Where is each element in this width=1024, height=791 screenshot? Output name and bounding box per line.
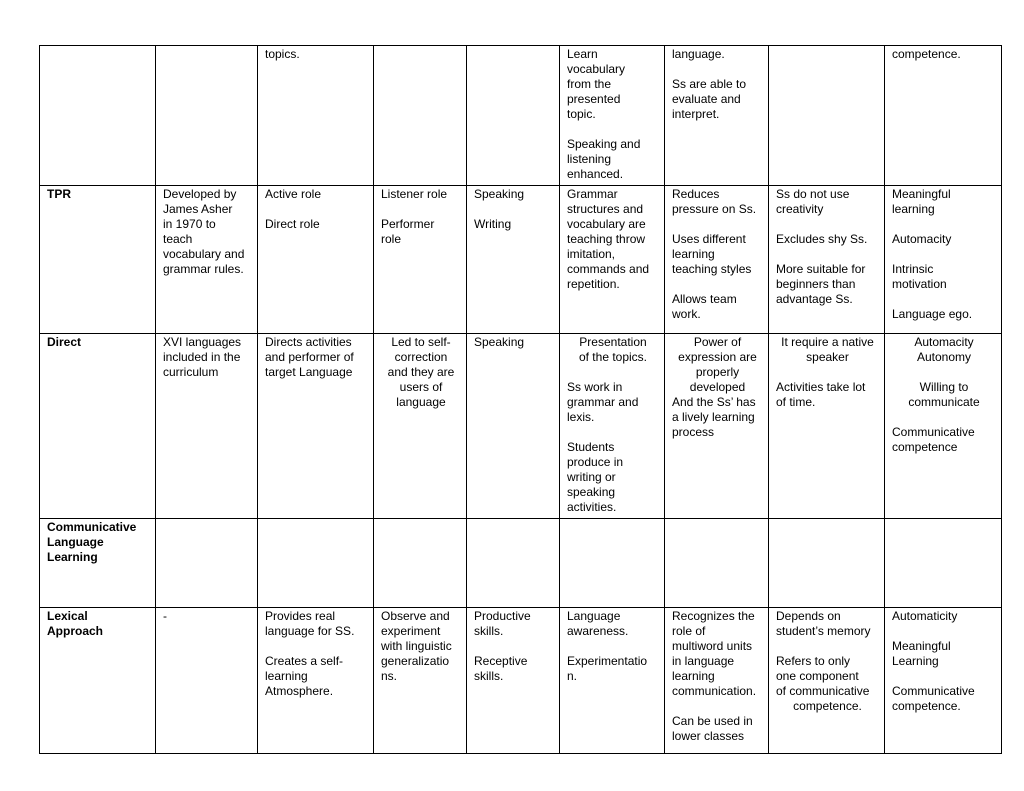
cell-line: competence. — [892, 699, 961, 713]
cell-line: role — [381, 232, 402, 246]
cell-line: correction — [394, 350, 448, 364]
cell-line: Led to self- — [391, 335, 451, 349]
cell-line: in language — [672, 654, 735, 668]
cell-line — [474, 202, 554, 217]
cell-line: with linguistic — [381, 639, 452, 653]
table-cell — [156, 519, 258, 608]
cell-line: learning — [892, 202, 935, 216]
cell-line: lexis. — [567, 410, 595, 424]
cell-line: developed — [689, 380, 746, 394]
cell-line: awareness. — [567, 624, 629, 638]
cell-line: commands and — [567, 262, 650, 276]
table-cell — [885, 519, 1002, 608]
cell-line: Excludes shy Ss. — [776, 232, 868, 246]
cell-line: Atmosphere. — [265, 684, 334, 698]
table-cell — [467, 519, 560, 608]
cell-line — [776, 365, 879, 380]
lexical-row — [40, 608, 1002, 754]
cell-line: Automacity — [892, 232, 952, 246]
cell-line — [892, 365, 996, 380]
cell-line: Willing to — [919, 380, 969, 394]
cell-line: evaluate and — [672, 92, 741, 106]
cell-line: Language — [47, 535, 104, 549]
cell-line: of time. — [776, 395, 816, 409]
table-cell — [769, 608, 885, 754]
cell-line: Lexical — [47, 609, 88, 623]
cell-line: learning — [672, 669, 715, 683]
cell-line: Learn — [567, 47, 598, 61]
cell-line: language — [396, 395, 446, 409]
table-cell — [885, 46, 1002, 186]
cell-line: teach — [163, 232, 193, 246]
cell-line: learning — [265, 669, 308, 683]
cell-line: Communicative — [892, 425, 975, 439]
cell-line: Uses different — [672, 232, 746, 246]
table-cell — [467, 334, 560, 519]
cell-line: multiword units — [672, 639, 753, 653]
cell-line — [381, 202, 461, 217]
cell-line: Power of — [693, 335, 742, 349]
cell-line — [672, 277, 763, 292]
table-cell — [560, 334, 665, 519]
cell-line — [474, 639, 554, 654]
table-cell — [885, 334, 1002, 519]
cell-line: and performer of — [265, 350, 354, 364]
table-cell — [467, 46, 560, 186]
cell-line: Reduces — [672, 187, 720, 201]
cell-line — [892, 247, 996, 262]
cell-line: users of — [399, 380, 443, 394]
cell-line: grammar and — [567, 395, 639, 409]
table-cell — [156, 334, 258, 519]
cell-line: Allows team — [672, 292, 737, 306]
cell-line — [567, 425, 659, 440]
cell-line: included in the — [163, 350, 241, 364]
cell-line — [265, 520, 368, 535]
cell-line — [892, 217, 996, 232]
cell-line: topic. — [567, 107, 596, 121]
cell-line — [265, 202, 368, 217]
cell-line — [892, 624, 996, 639]
cell-line: Language — [567, 609, 621, 623]
cell-line: of communicative — [776, 684, 870, 698]
cell-line: Ss work in — [567, 380, 623, 394]
cell-line: Automacity — [914, 335, 974, 349]
cell-line — [776, 247, 879, 262]
table-cell — [885, 608, 1002, 754]
table-cell — [769, 46, 885, 186]
table-cell — [374, 608, 467, 754]
cell-line: produce in — [567, 455, 624, 469]
cell-line: skills. — [474, 669, 504, 683]
cell-line: Speaking — [474, 335, 525, 349]
table-cell — [560, 608, 665, 754]
cell-line: Can be used in — [672, 714, 753, 728]
table-cell — [258, 46, 374, 186]
cell-line: Developed by — [163, 187, 237, 201]
cell-line — [776, 47, 879, 62]
cell-line: interpret. — [672, 107, 720, 121]
cell-line — [892, 520, 996, 535]
table-cell — [665, 519, 769, 608]
cell-line: advantage Ss. — [776, 292, 853, 306]
cell-line: student’s memory — [776, 624, 871, 638]
table-cell — [885, 186, 1002, 334]
cell-line: Communicative — [892, 684, 975, 698]
method-name-cell — [40, 46, 156, 186]
cell-line: properly — [695, 365, 740, 379]
cell-line: Autonomy — [916, 350, 972, 364]
cell-line: Experimentatio — [567, 654, 648, 668]
cell-line: beginners than — [776, 277, 856, 291]
cell-line: target Language — [265, 365, 353, 379]
cell-line: vocabulary are — [567, 217, 646, 231]
cell-line: in 1970 to — [163, 217, 216, 231]
cell-line — [672, 62, 763, 77]
method-name-cell — [40, 519, 156, 608]
methods-comparison-table — [39, 45, 1002, 754]
continued-row — [40, 46, 1002, 186]
tpr-row — [40, 186, 1002, 334]
cell-line: curriculum — [163, 365, 219, 379]
cell-line: topics. — [265, 47, 300, 61]
cell-line: n. — [567, 669, 578, 683]
table-cell — [258, 186, 374, 334]
cell-line — [474, 47, 554, 62]
cell-line — [47, 47, 150, 62]
cell-line: James Asher — [163, 202, 233, 216]
cell-line: language for SS. — [265, 624, 355, 638]
cell-line: Refers to only — [776, 654, 851, 668]
cell-line: competence — [892, 440, 958, 454]
cell-line — [567, 639, 659, 654]
cell-line: communication. — [672, 684, 757, 698]
cell-line: Directs activities — [265, 335, 352, 349]
cell-line: More suitable for — [776, 262, 866, 276]
cell-line: Writing — [474, 217, 512, 231]
table-cell — [467, 186, 560, 334]
cell-line: Direct role — [265, 217, 320, 231]
cell-line: vocabulary — [567, 62, 626, 76]
cell-line: TPR — [47, 187, 71, 201]
cell-line: imitation, — [567, 247, 616, 261]
cell-line — [672, 520, 763, 535]
cell-line: Productive — [474, 609, 531, 623]
cell-line: Presentation — [579, 335, 647, 349]
cell-line — [381, 47, 461, 62]
cell-line: skills. — [474, 624, 504, 638]
cell-line: Depends on — [776, 609, 841, 623]
cell-line: And the Ss’ has — [672, 395, 756, 409]
cell-line: Creates a self- — [265, 654, 344, 668]
cell-line: Grammar — [567, 187, 618, 201]
cell-line: Speaking — [474, 187, 525, 201]
cell-line: teaching styles — [672, 262, 752, 276]
cell-line: teaching throw — [567, 232, 646, 246]
cell-line — [163, 520, 252, 535]
cell-line: Provides real — [265, 609, 336, 623]
table-cell — [258, 334, 374, 519]
cell-line: Approach — [47, 624, 104, 638]
cell-line — [672, 699, 763, 714]
cell-line — [892, 292, 996, 307]
table-cell — [258, 608, 374, 754]
cell-line: - — [163, 609, 167, 623]
cell-line — [672, 217, 763, 232]
cell-line: Meaningful — [892, 187, 951, 201]
cell-line: Receptive — [474, 654, 528, 668]
table-cell — [374, 334, 467, 519]
cell-line — [892, 669, 996, 684]
cell-line: Meaningful — [892, 639, 951, 653]
cell-line: Activities take lot — [776, 380, 866, 394]
table-cell — [560, 519, 665, 608]
cell-line: Active role — [265, 187, 322, 201]
cell-line: experiment — [381, 624, 441, 638]
table-cell — [374, 186, 467, 334]
cell-line: process — [672, 425, 715, 439]
table-cell — [258, 519, 374, 608]
cell-line: grammar rules. — [163, 262, 244, 276]
cell-line: lower classes — [672, 729, 745, 743]
cell-line: repetition. — [567, 277, 620, 291]
cell-line: XVI languages — [163, 335, 242, 349]
table-cell — [156, 186, 258, 334]
table-cell — [560, 46, 665, 186]
cell-line: Learning — [47, 550, 98, 564]
table-cell — [769, 334, 885, 519]
table-cell — [665, 186, 769, 334]
table-cell — [769, 186, 885, 334]
direct-row — [40, 334, 1002, 519]
cell-line: competence. — [892, 47, 961, 61]
cell-line — [776, 639, 879, 654]
cell-line: motivation — [892, 277, 947, 291]
communicative-row — [40, 519, 1002, 608]
cell-line: pressure on Ss. — [672, 202, 757, 216]
method-name-cell — [40, 334, 156, 519]
cell-line: competence. — [793, 699, 862, 713]
cell-line: writing or — [567, 470, 616, 484]
cell-line — [567, 520, 659, 535]
table-cell — [769, 519, 885, 608]
cell-line: Intrinsic — [892, 262, 934, 276]
cell-line: from the — [567, 77, 612, 91]
cell-line: Observe and — [381, 609, 450, 623]
cell-line: Ss do not use — [776, 187, 850, 201]
cell-line: speaker — [806, 350, 849, 364]
cell-line: of the topics. — [578, 350, 648, 364]
cell-line: structures and — [567, 202, 644, 216]
cell-line: vocabulary and — [163, 247, 245, 261]
cell-line — [474, 520, 554, 535]
table-cell — [560, 186, 665, 334]
cell-line: Automaticity — [892, 609, 958, 623]
cell-line: Communicative — [47, 520, 137, 534]
table-cell — [665, 608, 769, 754]
table-cell — [156, 608, 258, 754]
cell-line: Speaking and — [567, 137, 641, 151]
cell-line — [567, 365, 659, 380]
cell-line: role of — [672, 624, 706, 638]
table-cell — [374, 519, 467, 608]
cell-line: presented — [567, 92, 621, 106]
cell-line — [776, 217, 879, 232]
method-name-cell — [40, 186, 156, 334]
cell-line: ns. — [381, 669, 398, 683]
table-cell — [156, 46, 258, 186]
cell-line: Listener role — [381, 187, 448, 201]
cell-line: speaking — [567, 485, 616, 499]
cell-line — [381, 520, 461, 535]
cell-line: It require a native — [781, 335, 874, 349]
cell-line: listening — [567, 152, 612, 166]
cell-line: one component — [776, 669, 859, 683]
cell-line: activities. — [567, 500, 617, 514]
cell-line — [567, 122, 659, 137]
cell-line — [892, 410, 996, 425]
cell-line: generalizatio — [381, 654, 450, 668]
cell-line: Language ego. — [892, 307, 973, 321]
cell-line: enhanced. — [567, 167, 624, 181]
table-cell — [665, 334, 769, 519]
cell-line — [265, 639, 368, 654]
cell-line: and they are — [387, 365, 455, 379]
cell-line: creativity — [776, 202, 824, 216]
cell-line: Students — [567, 440, 615, 454]
cell-line: Direct — [47, 335, 82, 349]
table-cell — [665, 46, 769, 186]
cell-line — [776, 520, 879, 535]
table-cell — [467, 608, 560, 754]
method-name-cell — [40, 608, 156, 754]
cell-line: communicate — [908, 395, 980, 409]
cell-line: language. — [672, 47, 725, 61]
cell-line: expression are — [678, 350, 757, 364]
cell-line: learning — [672, 247, 715, 261]
cell-line: Learning — [892, 654, 939, 668]
cell-line: Recognizes the — [672, 609, 755, 623]
cell-line: a lively learning — [672, 410, 755, 424]
cell-line: Ss are able to — [672, 77, 747, 91]
cell-line — [163, 47, 252, 62]
table-cell — [374, 46, 467, 186]
cell-line: Performer — [381, 217, 435, 231]
cell-line: work. — [672, 307, 701, 321]
